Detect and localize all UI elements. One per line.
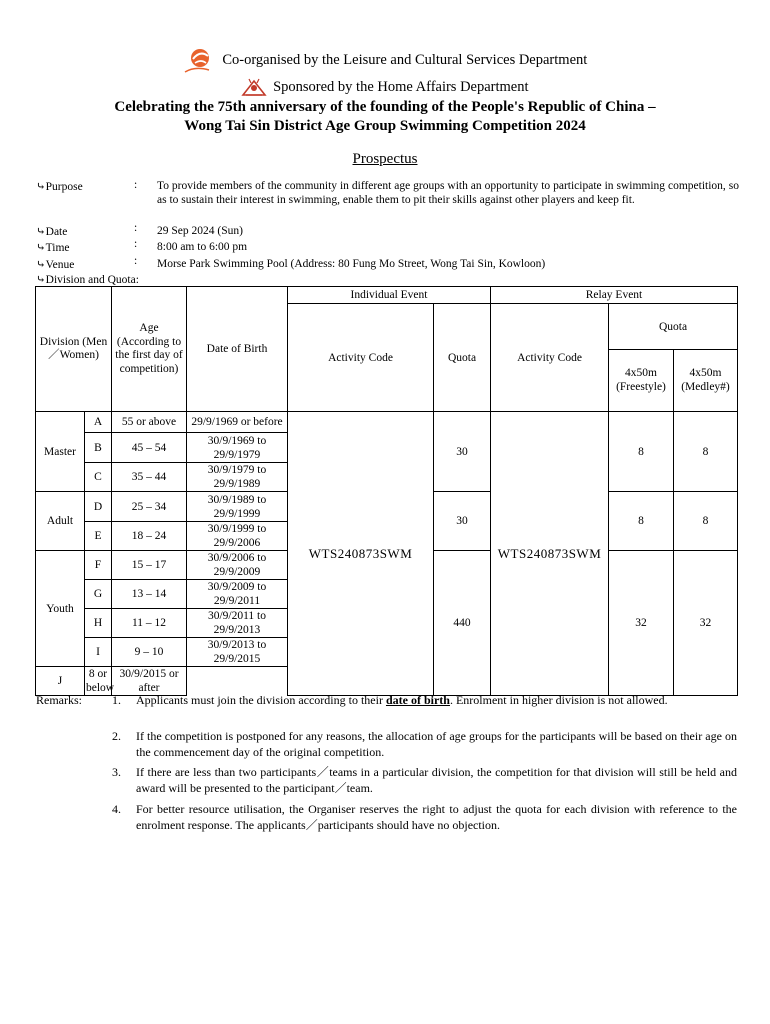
remark-text: Applicants must join the division according to their xyxy=(136,693,386,707)
quota-header: Quota xyxy=(434,304,491,412)
freestyle-quota-youth: 32 xyxy=(609,551,674,696)
division-letter: I xyxy=(85,638,112,667)
venue-value: Morse Park Swimming Pool (Address: 80 Fung Mo Street, Wong Tai Sin, Kowloon) xyxy=(157,258,546,270)
age-range: 55 or above xyxy=(112,412,187,433)
venue-label-text: Venue xyxy=(45,259,75,271)
medley-quota-master: 8 xyxy=(674,412,738,492)
dob-header: Date of Birth xyxy=(187,287,288,412)
remark-number: 2. xyxy=(112,729,121,743)
relay-activity-code-header: Activity Code xyxy=(491,304,609,412)
bullet-arrow-icon: ⤷ xyxy=(36,181,46,193)
division-letter: H xyxy=(85,609,112,638)
age-range: 18 – 24 xyxy=(112,522,187,551)
individual-activity-code: WTS240873SWM xyxy=(288,412,434,696)
individual-event-header: Individual Event xyxy=(288,287,491,304)
group-master: Master xyxy=(36,412,85,492)
date-of-birth: 30/9/1999 to 29/9/2006 xyxy=(187,522,288,551)
freestyle-quota-master: 8 xyxy=(609,412,674,492)
activity-code-header: Activity Code xyxy=(288,304,434,412)
division-letter: D xyxy=(85,492,112,522)
age-range: 35 – 44 xyxy=(112,463,187,492)
division-letter: G xyxy=(85,580,112,609)
remark-text: For better resource utilisation, the Organiser reserves the right to adjust the quota for each division with reference to the enrolment response. The applicants／participants should have no objection. xyxy=(136,802,737,832)
bullet-arrow-icon: ⤷ xyxy=(36,242,46,254)
medley-header: 4x50m (Medley#) xyxy=(674,350,738,412)
bullet-arrow-icon: ⤷ xyxy=(36,226,46,238)
relay-activity-code: WTS240873SWM xyxy=(491,412,609,696)
date-of-birth: 29/9/1969 or before xyxy=(187,412,288,433)
date-label-text: Date xyxy=(45,226,68,238)
sponsor-text: Sponsored by the Home Affairs Department xyxy=(273,79,529,95)
division-label xyxy=(36,272,139,286)
had-logo-icon xyxy=(241,77,267,97)
date-of-birth: 30/9/2006 to 29/9/2009 xyxy=(187,551,288,580)
time-label xyxy=(36,240,70,254)
remark-text: If the competition is postponed for any reasons, the allocation of age groups for the participants will be based on their age on the commencement day of the original competition. xyxy=(136,729,737,759)
division-letter: B xyxy=(85,433,112,463)
date-of-birth: 30/9/1989 to 29/9/1999 xyxy=(187,492,288,522)
remark-item xyxy=(112,693,737,709)
remark-number: 4. xyxy=(112,802,121,816)
purpose-label xyxy=(36,179,83,193)
remark-item xyxy=(112,729,737,760)
remark-body xyxy=(136,693,737,709)
date-of-birth: 30/9/2013 to 29/9/2015 xyxy=(187,638,288,667)
remark-item xyxy=(112,802,737,833)
remark-text: If there are less than two participants／teams in a particular division, the competition for that division will still be held and award will be presented to the participant／team. xyxy=(136,765,737,795)
age-range: 13 – 14 xyxy=(112,580,187,609)
freestyle-header: 4x50m (Freestyle) xyxy=(609,350,674,412)
age-range: 45 – 54 xyxy=(112,433,187,463)
date-label xyxy=(36,224,67,238)
date-of-birth: 30/9/1969 to 29/9/1979 xyxy=(187,433,288,463)
division-letter: J xyxy=(36,667,85,696)
age-range: 25 – 34 xyxy=(112,492,187,522)
venue-colon: : xyxy=(134,255,138,267)
table-row xyxy=(36,412,738,433)
medley-quota-adult: 8 xyxy=(674,492,738,551)
purpose-colon: : xyxy=(134,179,138,191)
age-range: 11 – 12 xyxy=(112,609,187,638)
time-label-text: Time xyxy=(45,242,70,254)
group-adult: Adult xyxy=(36,492,85,551)
division-letter: C xyxy=(85,463,112,492)
age-range: 9 – 10 xyxy=(112,638,187,667)
division-letter: A xyxy=(85,412,112,433)
lcsd-logo-icon xyxy=(183,46,213,74)
remark-number: 1. xyxy=(112,693,121,707)
title-line-1: Celebrating the 75th anniversary of the founding of the People's Republic of China – xyxy=(114,99,656,115)
date-colon: : xyxy=(134,222,138,234)
remarks-label: Remarks: xyxy=(36,693,82,707)
bullet-arrow-icon: ⤷ xyxy=(36,274,46,286)
remark-item xyxy=(112,765,737,796)
date-of-birth: 30/9/2015 or after xyxy=(112,667,187,696)
date-of-birth: 30/9/1979 to 29/9/1989 xyxy=(187,463,288,492)
remark-text: . Enrolment in higher division is not allowed. xyxy=(449,693,668,707)
individual-quota-adult: 30 xyxy=(434,492,491,551)
venue-label xyxy=(36,257,74,271)
prospectus-heading: Prospectus xyxy=(352,151,418,167)
remark-number: 3. xyxy=(112,765,121,779)
co-organiser-text: Co-organised by the Leisure and Cultural Services Department xyxy=(222,52,588,68)
freestyle-quota-adult: 8 xyxy=(609,492,674,551)
division-header: Division (Men／Women) xyxy=(36,287,112,412)
division-letter: E xyxy=(85,522,112,551)
time-value: 8:00 am to 6:00 pm xyxy=(157,241,248,253)
division-label-text: Division and Quota: xyxy=(45,274,139,286)
medley-quota-youth: 32 xyxy=(674,551,738,696)
group-youth: Youth xyxy=(36,551,85,667)
sponsor-line xyxy=(0,77,770,97)
time-colon: : xyxy=(134,238,138,250)
purpose-value: To provide members of the community in different age groups with an opportunity to participate in swimming competition, so as to sustain their interest in swimming, enable them to pit their skills against other players and keep fit. xyxy=(157,180,739,206)
date-of-birth: 30/9/2009 to 29/9/2011 xyxy=(187,580,288,609)
age-range: 15 – 17 xyxy=(112,551,187,580)
age-header: Age (According to the first day of competition) xyxy=(112,287,187,412)
individual-quota-youth: 440 xyxy=(434,551,491,696)
relay-quota-header: Quota xyxy=(609,304,738,350)
relay-event-header: Relay Event xyxy=(491,287,738,304)
purpose-label-text: Purpose xyxy=(45,181,83,193)
division-quota-table xyxy=(35,286,738,696)
age-range: 8 or below xyxy=(86,668,115,694)
individual-quota-master: 30 xyxy=(434,412,491,492)
division-letter: F xyxy=(85,551,112,580)
date-of-birth: 30/9/2011 to 29/9/2013 xyxy=(187,609,288,638)
co-organiser-line xyxy=(0,46,770,74)
remark-emphasis: date of birth xyxy=(385,693,450,707)
date-value: 29 Sep 2024 (Sun) xyxy=(157,225,243,237)
title-line-2: Wong Tai Sin District Age Group Swimming Competition 2024 xyxy=(184,118,586,134)
bullet-arrow-icon: ⤷ xyxy=(36,259,46,271)
